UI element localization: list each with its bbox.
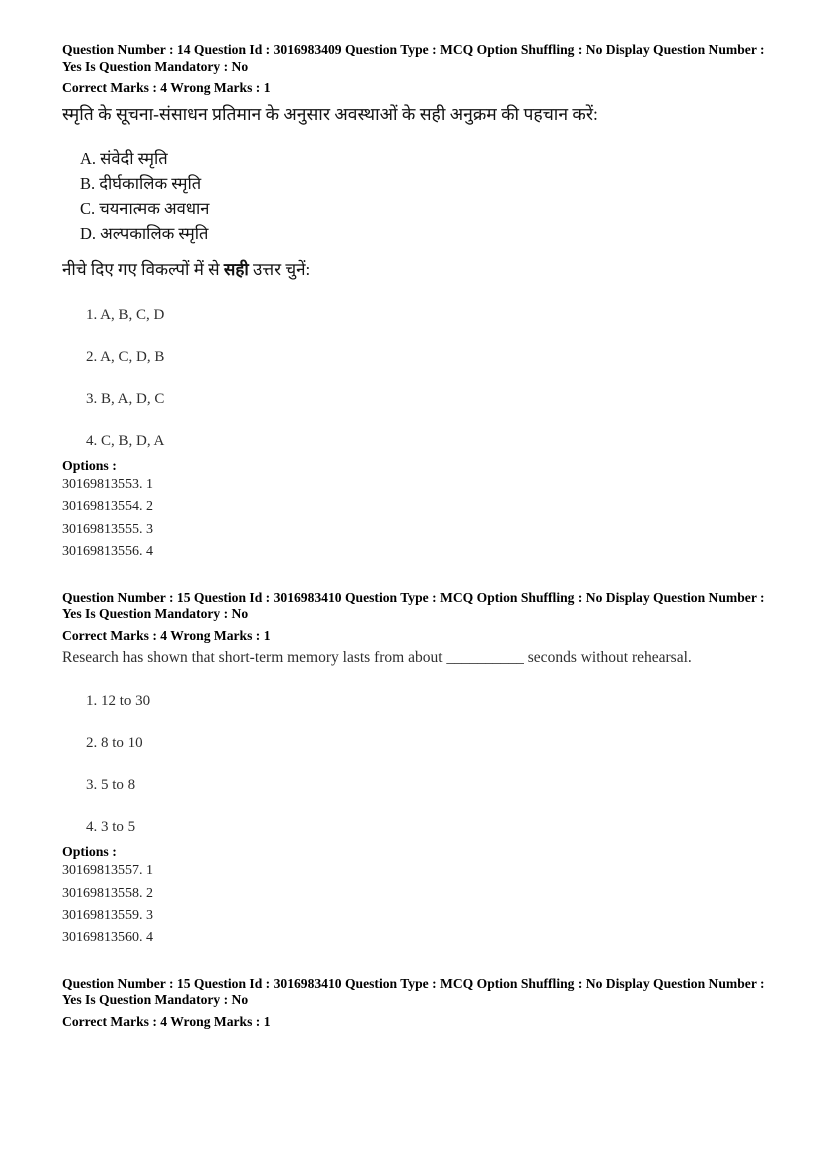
options-label: Options : — [62, 458, 117, 473]
answer-instruction — [62, 258, 781, 282]
answer-choice-2: 2. A, C, D, B — [86, 349, 165, 365]
answer-choice-1: 1. A, B, C, D — [86, 307, 165, 323]
question-meta-line: Question Number : 14 Question Id : 3016983409 Question Type : MCQ Option Shuffling : No Display Question Number : Yes Is Question Mandatory : No — [62, 42, 765, 74]
option-id-2: 30169813554. 2 — [62, 499, 153, 515]
question-meta-line: Question Number : 15 Question Id : 3016983410 Question Type : MCQ Option Shuffling : No Display Question Number : Yes Is Question Mandatory : No — [62, 975, 765, 1008]
option-id-1: 30169813553. 1 — [62, 477, 153, 492]
answer-choice-3: 3. B, A, D, C — [86, 391, 165, 407]
answer-choice-4: 4. 3 to 5 — [86, 819, 136, 836]
option-id-4: 30169813556. 4 — [62, 544, 153, 560]
question-marks-line: Correct Marks : 4 Wrong Marks : 1 — [62, 1013, 271, 1029]
question-block-15 — [62, 590, 781, 950]
option-id-3: 30169813555. 3 — [62, 521, 153, 537]
option-id-2: 30169813558. 2 — [62, 885, 153, 901]
sequence-item-d: D. अल्पकालिक स्मृति — [80, 224, 209, 243]
sequence-item-c: C. चयनात्मक अवधान — [80, 199, 210, 218]
question-block-14 — [62, 42, 781, 564]
question-text: Research has shown that short-term memory lasts from about __________ seconds without rehearsal. — [62, 648, 692, 666]
question-marks-line: Correct Marks : 4 Wrong Marks : 1 — [62, 627, 271, 643]
option-id-4: 30169813560. 4 — [62, 930, 153, 946]
answer-choice-4: 4. C, B, D, A — [86, 433, 165, 449]
sequence-item-b: B. दीर्घकालिक स्मृति — [80, 174, 202, 193]
instruction-text-post: उत्तर चुनें: — [248, 260, 311, 279]
instruction-text-pre: नीचे दिए गए विकल्पों में से — [62, 260, 224, 279]
sequence-item-list — [80, 146, 781, 246]
answer-choice-3: 3. 5 to 8 — [86, 777, 136, 794]
answer-choice-1: 1. 12 to 30 — [86, 693, 151, 710]
instruction-text-bold: सही — [223, 260, 249, 279]
question-meta-line: Question Number : 15 Question Id : 3016983410 Question Type : MCQ Option Shuffling : No Display Question Number : Yes Is Question Mandatory : No — [62, 589, 765, 622]
option-id-1: 30169813557. 1 — [62, 863, 153, 879]
question-text: स्मृति के सूचना-संसाधन प्रतिमान के अनुसार अवस्थाओं के सही अनुक्रम की पहचान करें: — [62, 104, 598, 124]
sequence-item-a: A. संवेदी स्मृति — [80, 149, 168, 168]
question-block-15-repeat — [62, 976, 781, 1030]
options-label: Options : — [62, 844, 117, 860]
answer-choice-2: 2. 8 to 10 — [86, 735, 143, 752]
option-id-3: 30169813559. 3 — [62, 907, 153, 923]
question-marks-line: Correct Marks : 4 Wrong Marks : 1 — [62, 80, 271, 95]
